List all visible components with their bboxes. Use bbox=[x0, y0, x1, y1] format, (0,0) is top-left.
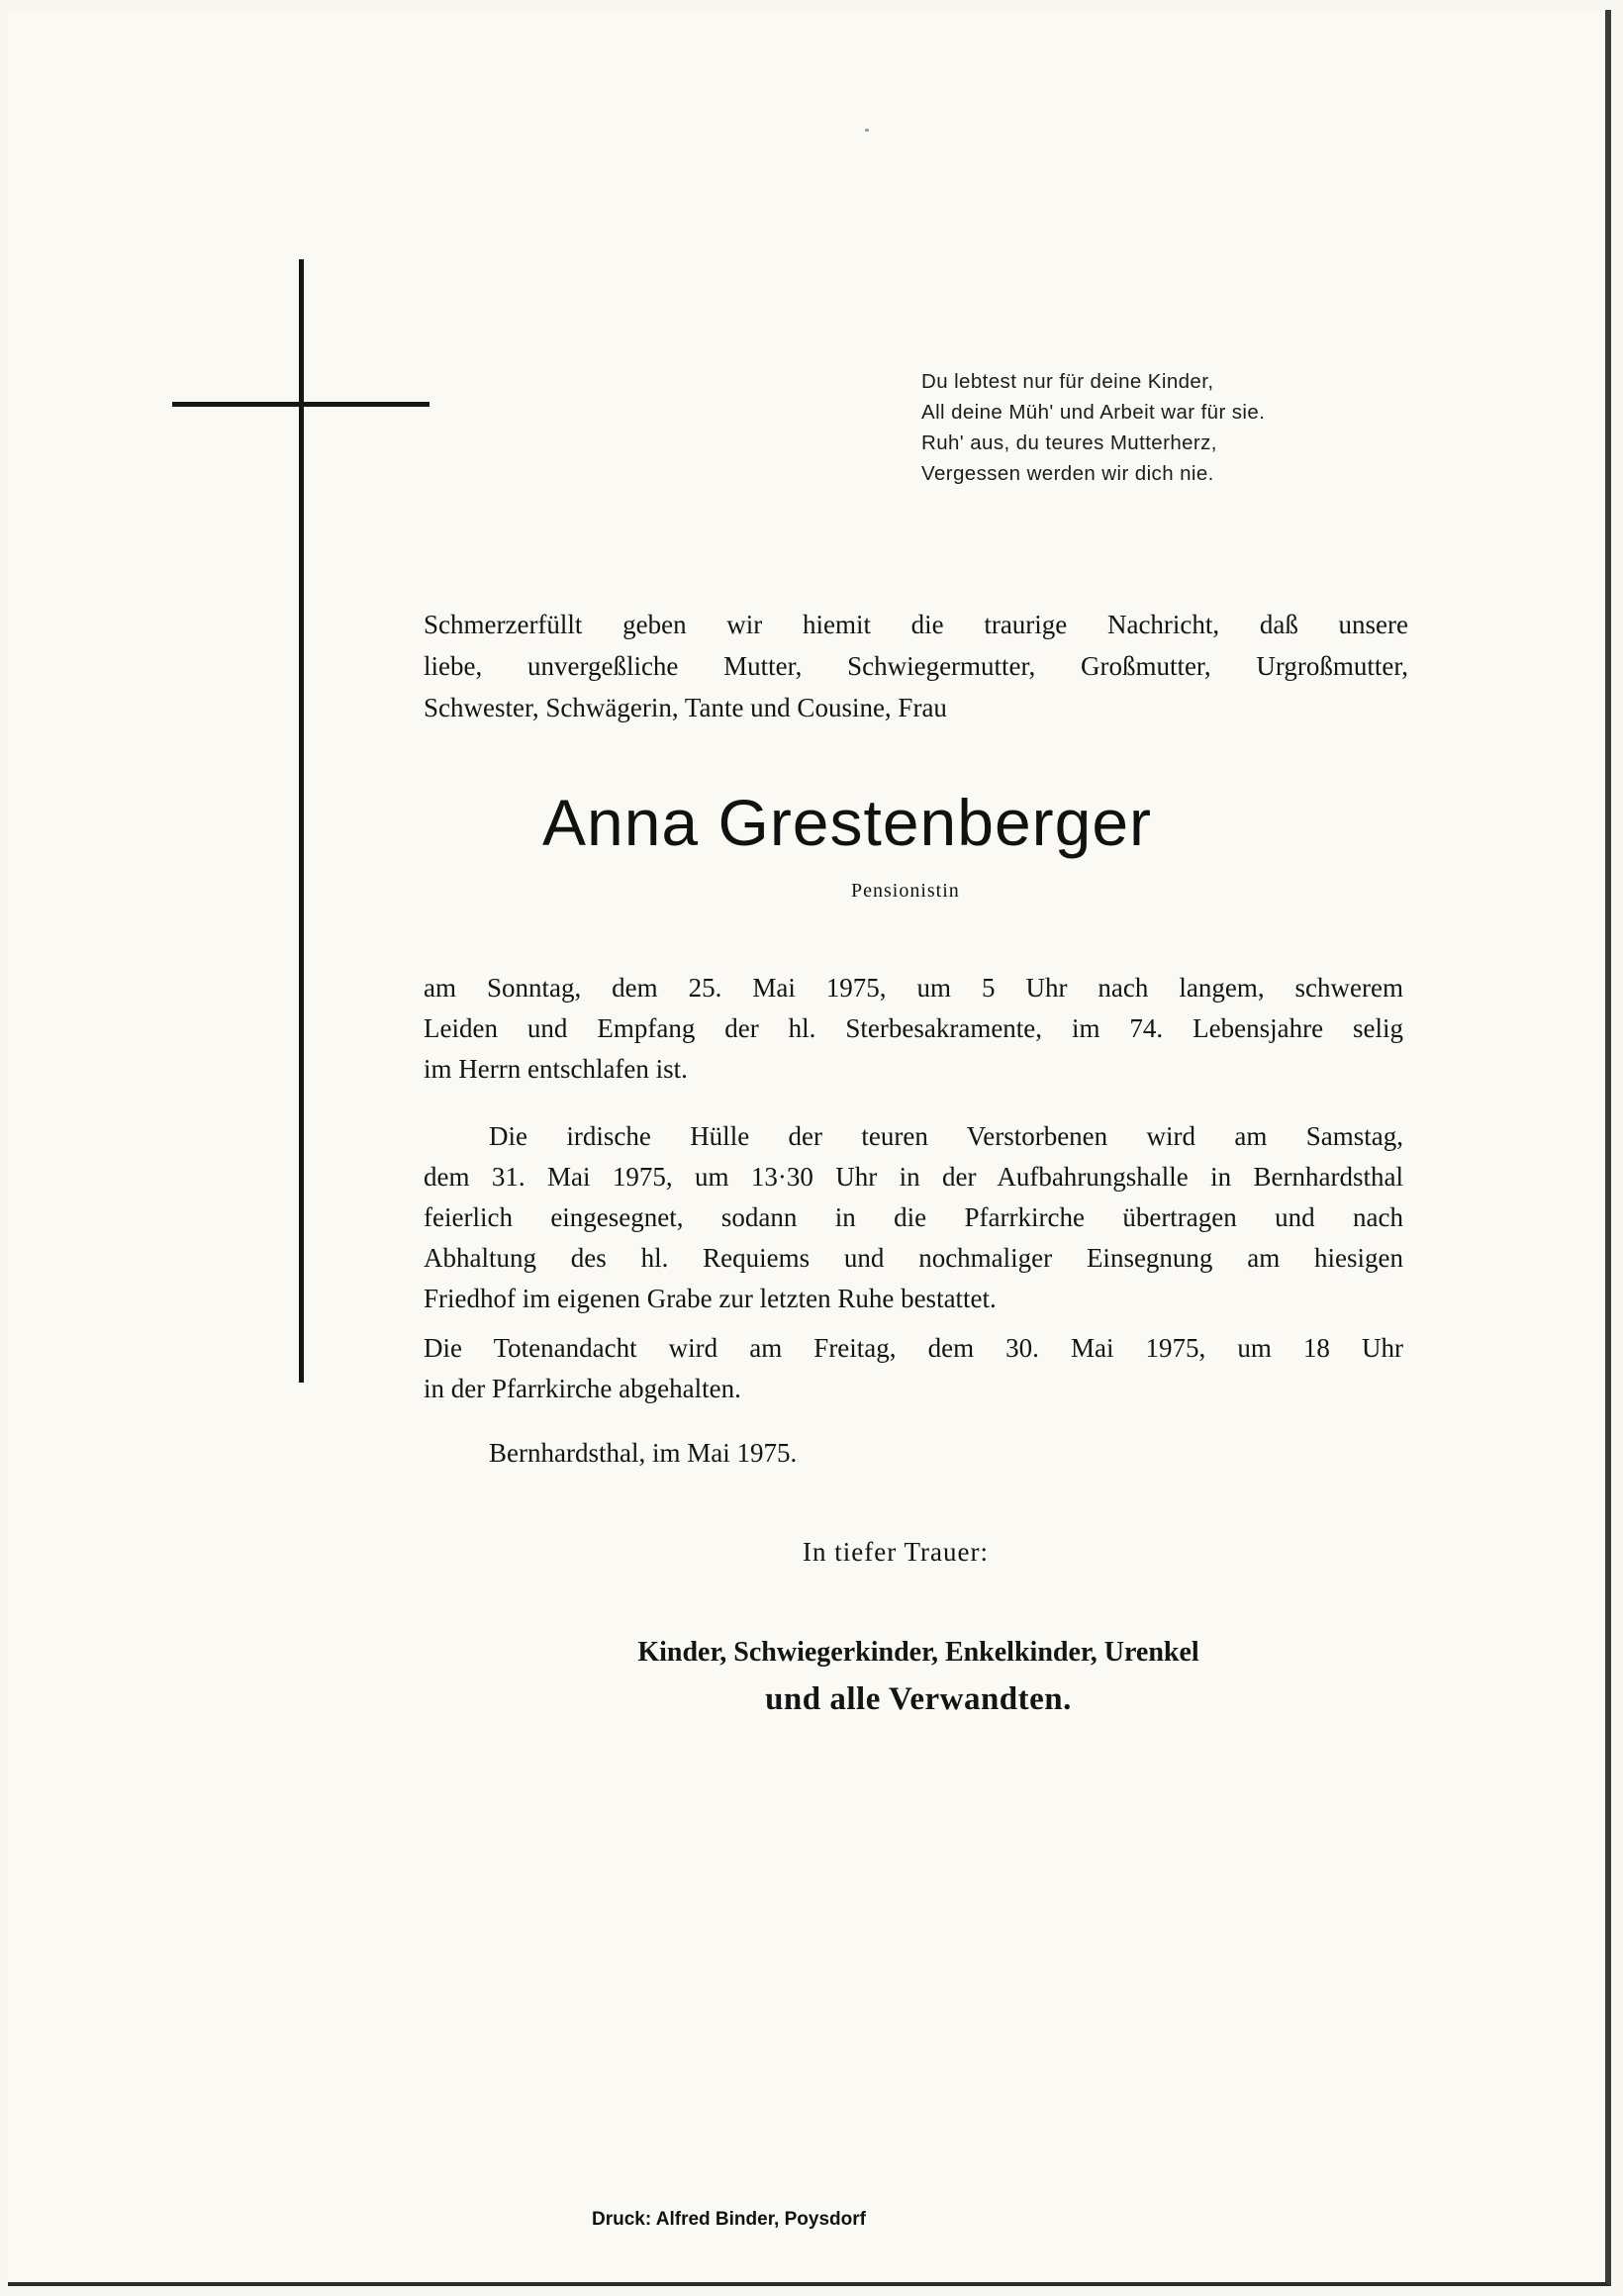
death-line: Leiden und Empfang der hl. Sterbesakramente, im 74. Lebensjahre selig bbox=[424, 1013, 1403, 1043]
death-paragraph bbox=[424, 968, 1403, 1090]
funeral-paragraph bbox=[424, 1116, 1403, 1319]
deceased-profession: Pensionistin bbox=[851, 880, 960, 902]
intro-paragraph bbox=[424, 604, 1408, 728]
funeral-line: Friedhof im eigenen Grabe zur letzten Ruhe bestattet. bbox=[424, 1284, 997, 1313]
funeral-line: feierlich eingesegnet, sodann in die Pfarrkirche übertragen und nach bbox=[424, 1202, 1403, 1232]
memorial-poem bbox=[921, 366, 1265, 489]
death-line: im Herrn entschlafen ist. bbox=[424, 1054, 688, 1084]
poem-line: Vergessen werden wir dich nie. bbox=[921, 462, 1214, 485]
funeral-line: Abhaltung des hl. Requiems und nochmaliger Einsegnung am hiesigen bbox=[424, 1243, 1403, 1273]
poem-line: Ruh' aus, du teures Mutterherz, bbox=[921, 431, 1217, 454]
obituary-sheet bbox=[8, 10, 1611, 2286]
funeral-line: dem 31. Mai 1975, um 13·30 Uhr in der Aufbahrungshalle in Bernhardsthal bbox=[424, 1162, 1403, 1192]
death-line: am Sonntag, dem 25. Mai 1975, um 5 Uhr nach langem, schwerem bbox=[424, 973, 1403, 1003]
printer-credit: Druck: Alfred Binder, Poysdorf bbox=[592, 2209, 866, 2230]
mass-paragraph bbox=[424, 1328, 1403, 1409]
mourners-line: Kinder, Schwiegerkinder, Enkelkinder, Urenkel bbox=[637, 1637, 1199, 1668]
deceased-name: Anna Grestenberger bbox=[542, 786, 1153, 859]
cross-vertical-bar bbox=[299, 259, 304, 1383]
intro-line: Schmerzerfüllt geben wir hiemit die traurige Nachricht, daß unsere bbox=[424, 610, 1408, 639]
intro-line: Schwester, Schwägerin, Tante und Cousine, Frau bbox=[424, 693, 947, 722]
paper-speck bbox=[865, 129, 869, 132]
poem-line: All deine Müh' und Arbeit war für sie. bbox=[921, 401, 1266, 424]
mourning-heading: In tiefer Trauer: bbox=[803, 1537, 989, 1567]
cross-horizontal-bar bbox=[172, 402, 430, 407]
poem-line: Du lebtest nur für deine Kinder, bbox=[921, 370, 1214, 393]
place-date: Bernhardsthal, im Mai 1975. bbox=[489, 1438, 798, 1468]
funeral-line: Die irdische Hülle der teuren Verstorbenen wird am Samstag, bbox=[489, 1121, 1403, 1151]
mass-line: Die Totenandacht wird am Freitag, dem 30. Mai 1975, um 18 Uhr bbox=[424, 1333, 1403, 1363]
mass-line: in der Pfarrkirche abgehalten. bbox=[424, 1374, 741, 1403]
mourners-relatives: und alle Verwandten. bbox=[765, 1681, 1072, 1717]
intro-line: liebe, unvergeßliche Mutter, Schwiegermutter, Großmutter, Urgroßmutter, bbox=[424, 651, 1408, 681]
